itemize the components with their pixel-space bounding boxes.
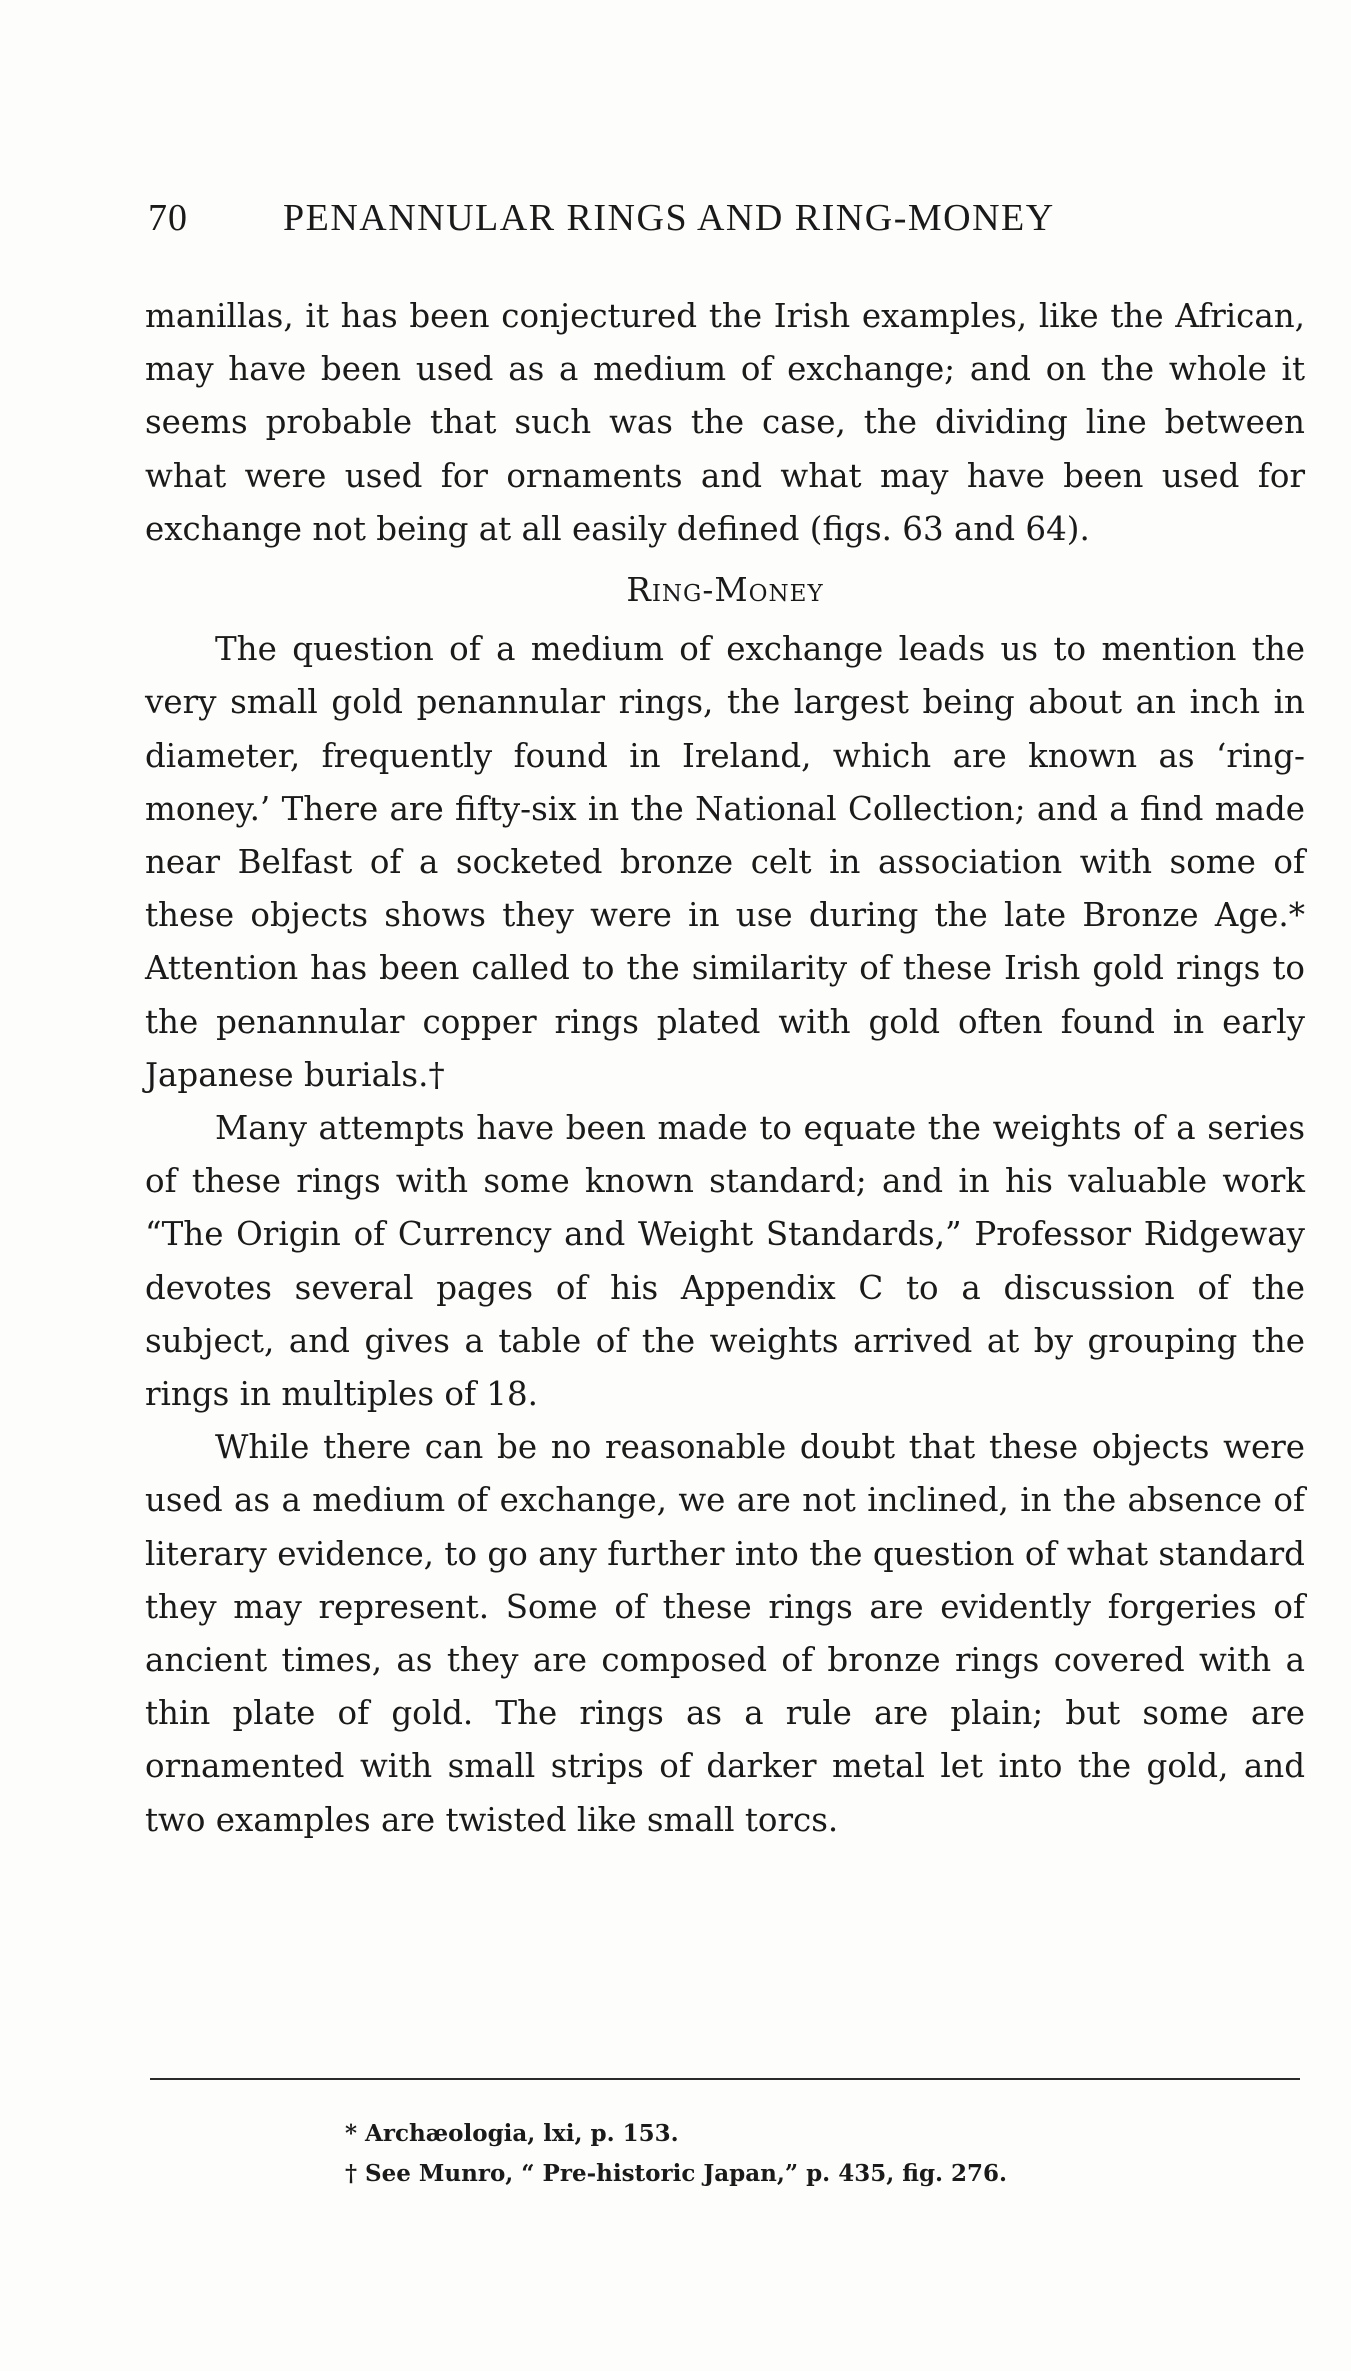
section-heading-ring-money: Ring-Money <box>626 571 824 610</box>
paragraph-weight-standards: Many attempts have been made to equate the weights of a series of these rings with some known standard; and in his valuable work “The Origin of Currency and Weight Standards,” Professor Ridgeway devotes several pages of his Appendix C to a discussion of the subject, and gives a table of the weights arrived at by grouping the rings in multiples of 18. <box>145 1109 1305 1414</box>
running-head <box>148 196 1208 256</box>
page-number: 70 <box>148 197 188 239</box>
footnotes <box>345 2114 1245 2194</box>
body-text <box>145 290 1305 1847</box>
footnote-munro: † See Munro, “ Pre-historic Japan,” p. 435, fig. 276. <box>345 2160 1008 2187</box>
running-head-title: PENANNULAR RINGS AND RING-MONEY <box>283 197 1055 239</box>
footnote-archaeologia: * Archæologia, lxi, p. 153. <box>345 2120 679 2147</box>
paragraph-medium-of-exchange: While there can be no reasonable doubt that these objects were used as a medium of exchange, we are not inclined, in the absence of literary evidence, to go any further into the question of what standard they may represent. Some of these rings are evidently forgeries of ancient times, as they are composed of bronze rings covered with a thin plate of gold. The rings as a rule are plain; but some are ornamented with small strips of darker metal let into the gold, and two examples are twisted like small torcs. <box>145 1428 1305 1839</box>
paragraph-manillas: manillas, it has been conjectured the Irish examples, like the African, may have been used as a medium of exchange; and on the whole it seems probable that such was the case, the dividing line between what were used for ornaments and what may have been used for exchange not being at all easily defined (figs. 63 and 64). <box>145 297 1305 548</box>
footnote-rule <box>150 2078 1300 2080</box>
paragraph-ring-money-intro: The question of a medium of exchange leads us to mention the very small gold penannular rings, the largest being about an inch in diameter, frequently found in Ireland, which are known as ‘ring-money.’ There are fifty-six in the National Collection; and a find made near Belfast of a socketed bronze celt in association with some of these objects shows they were in use during the late Bronze Age.* Attention has been called to the similarity of these Irish gold rings to the penannular copper rings plated with gold often found in early Japanese burials.† <box>145 630 1305 1094</box>
